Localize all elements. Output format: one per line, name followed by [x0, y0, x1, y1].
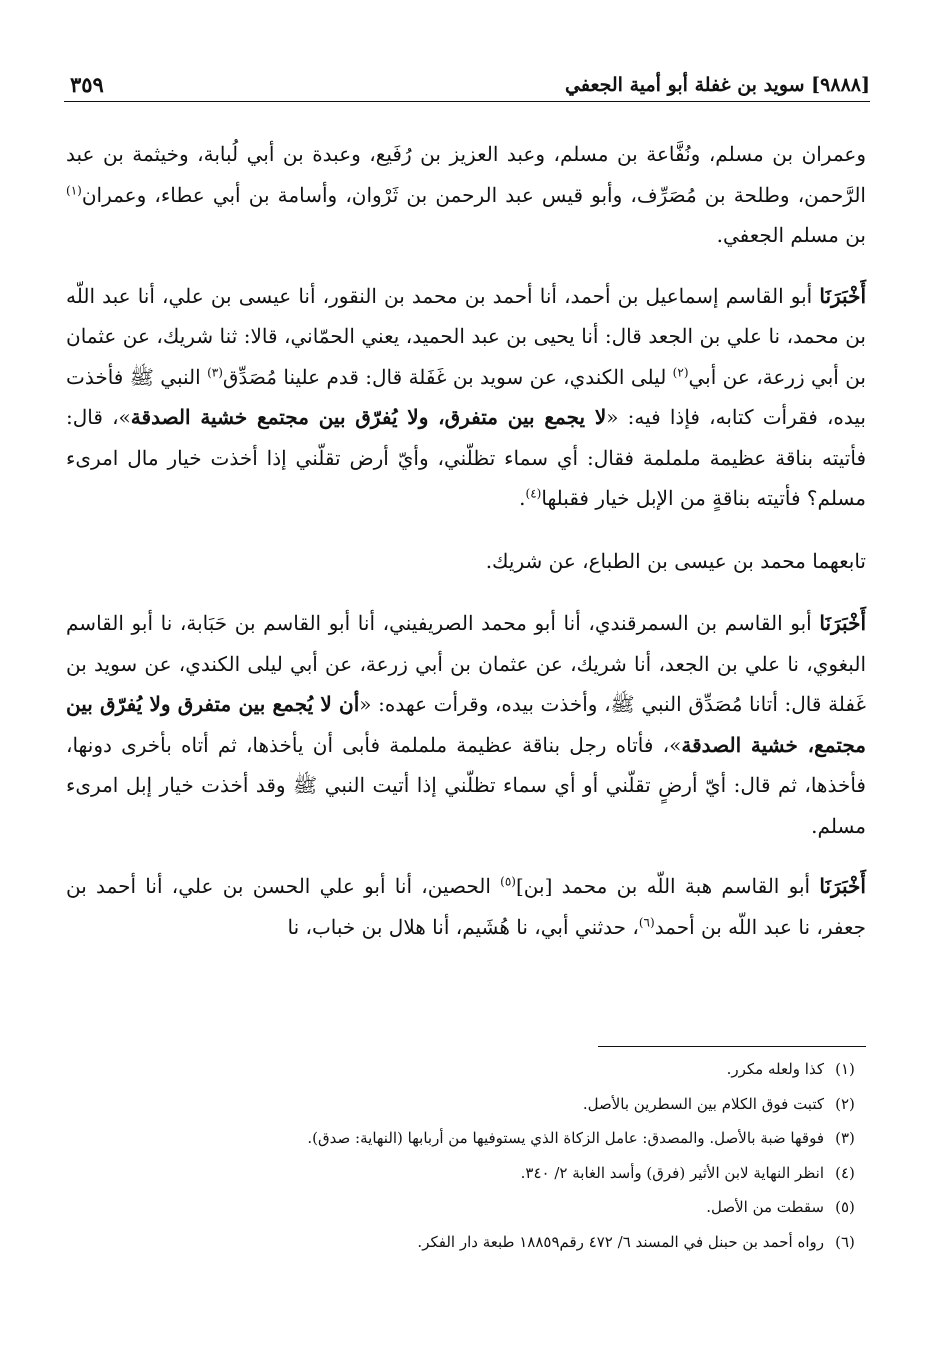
main-text — [66, 134, 866, 947]
footnote-text: فوقها ضبة بالأصل. والمصدق: عامل الزكاة الذي يستوفيها من أربابها (النهاية: صدق). — [307, 1129, 824, 1147]
paragraph — [66, 866, 866, 947]
footnote-number: (٥) — [835, 1198, 855, 1216]
text-run: »، فأتاه رجل بناقة عظيمة ململمة فأبى أن يأخذها، ثم أتاه بأخرى دونها، فأخذها، ثم قال: أيّ أرضٍ تقلّني أو أي سماء تظلّني إذا أتيت النبي ﷺ وقد أخذت خيار إبل امرىء مسلم. — [66, 732, 866, 838]
footnote-ref: (٥) — [500, 874, 516, 889]
footnote-text: انظر النهاية لابن الأثير (فرق) وأسد الغابة ٢/ ٣٤٠. — [520, 1163, 824, 1182]
paragraph-heading: أَخْبَرَنَا — [819, 874, 866, 898]
footnote-number: (٣) — [835, 1129, 855, 1147]
paragraph-heading: أَخْبَرَنَا — [819, 283, 866, 308]
text-run: . — [519, 486, 526, 510]
running-header — [64, 60, 870, 100]
footnote — [200, 1164, 866, 1199]
footnote-ref: (٢) — [672, 364, 689, 379]
footnote-ref: (٦) — [638, 914, 655, 929]
footnote — [200, 1095, 866, 1130]
text-run: ، حدثني أبي، نا هُشَيم، أنا هلال بن خباب، نا — [287, 914, 639, 939]
footnote-text: رواه أحمد بن حبنل في المسند ٦/ ٤٧٢ رقم١٨٨٥٩ طبعة دار الفكر. — [417, 1232, 824, 1251]
text-run: الحصين، أنا أبو علي الحسن بن علي، أنا أحمد بن جعفر، نا عبد اللّه بن أحمد — [66, 874, 866, 939]
footnote — [200, 1198, 866, 1233]
paragraph — [66, 603, 866, 846]
paragraph — [66, 276, 866, 519]
text-run: النبي ﷺ فأخذت بيده، فقرأت كتابه، فإذا فيه: « — [66, 364, 866, 429]
header-divider — [64, 101, 870, 102]
paragraph — [66, 541, 866, 582]
footnote-ref: (١) — [66, 182, 82, 197]
footnote-text: كذا ولعله مكرر. — [726, 1060, 824, 1078]
footnote — [200, 1060, 866, 1095]
footnote-number: (٢) — [835, 1094, 855, 1113]
footnote-number: (١) — [835, 1060, 855, 1078]
text-run: أبو القاسم هبة اللّه بن محمد [بن] — [515, 874, 820, 898]
footnote-ref: (٣) — [207, 364, 223, 379]
text-run: أبو القاسم بن السمرقندي، أنا أبو محمد الصريفيني، أنا أبو القاسم بن حَبَابة، نا أبو القاسم البغوي، نا علي بن الجعد، أنا شريك، عن عثمان بن أبي زرعة، عن أبي ليلى الكندي، عن سويد بن غَفلة قال: أتانا مُصَدِّق النبي ﷺ، وأخذت بيده، وقرأت عهده: « — [66, 611, 866, 716]
footnote-number: (٦) — [835, 1232, 855, 1251]
paragraph-heading: أَخْبَرَنَا — [819, 611, 866, 635]
footnote-divider — [598, 1046, 866, 1047]
footnote-ref: (٤) — [525, 486, 542, 501]
text-run: وعمران بن مسلم، ونُفَّاعة بن مسلم، وعبد العزيز بن رُفَيع، وعبدة بن أبي لُبابة، وخيثمة بن عبد الرَّحمن، وطلحة بن مُصَرِّف، وأبو قيس عبد الرحمن بن ثَرْوان، وأسامة بن أبي عطاء، وعمران — [66, 142, 866, 207]
footnote-number: (٤) — [835, 1163, 855, 1182]
text-run: أبو القاسم إسماعيل بن أحمد، أنا أحمد بن محمد بن النقور، أنا عيسى بن علي، أنا عبد اللّه بن محمد، نا علي بن الجعد قال: أنا يحيى بن عبد الحميد، يعني الحمّاني، قالا: ثنا شريك، عن عثمان بن أبي زرعة، عن أبي — [66, 283, 866, 389]
text-run: بن مسلم الجعفي. — [716, 223, 866, 247]
paragraph — [66, 134, 866, 256]
text-run: »، قال: فأتيته بناقة عظيمة ململمة فقال: أي سماء تظلّني، وأيّ أرض تقلّني إذا أخذت خيار مال امرىء مسلم؟ فأتيته بناقةٍ من الإبل خيار فقبلها — [66, 405, 866, 510]
footnotes — [200, 1060, 866, 1267]
footnote — [200, 1233, 866, 1268]
hadith-text: لا يجمع بين متفرق، ولا يُفرّق بين مجتمع خشية الصدقة — [130, 405, 607, 429]
footnote-text: سقطت من الأصل. — [706, 1198, 824, 1216]
page-number: ٣٥٩ — [70, 72, 104, 97]
text-run: ليلى الكندي، عن سويد بن غَفَلة قال: قدم علينا مُصَدِّق — [222, 364, 673, 389]
hadith-text: أن لا يُجمع بين متفرق ولا يُفرّق بين مجتمع، خشية الصدقة — [66, 692, 866, 757]
footnote — [200, 1129, 866, 1164]
running-header-title: [٩٨٨٨] سويد بن غفلة أبو أمية الجعفي — [565, 74, 870, 96]
footnote-text: كتبت فوق الكلام بين السطرين بالأصل. — [582, 1094, 824, 1113]
text-run: تابعهما محمد بن عيسى بن الطباع، عن شريك. — [485, 548, 866, 573]
